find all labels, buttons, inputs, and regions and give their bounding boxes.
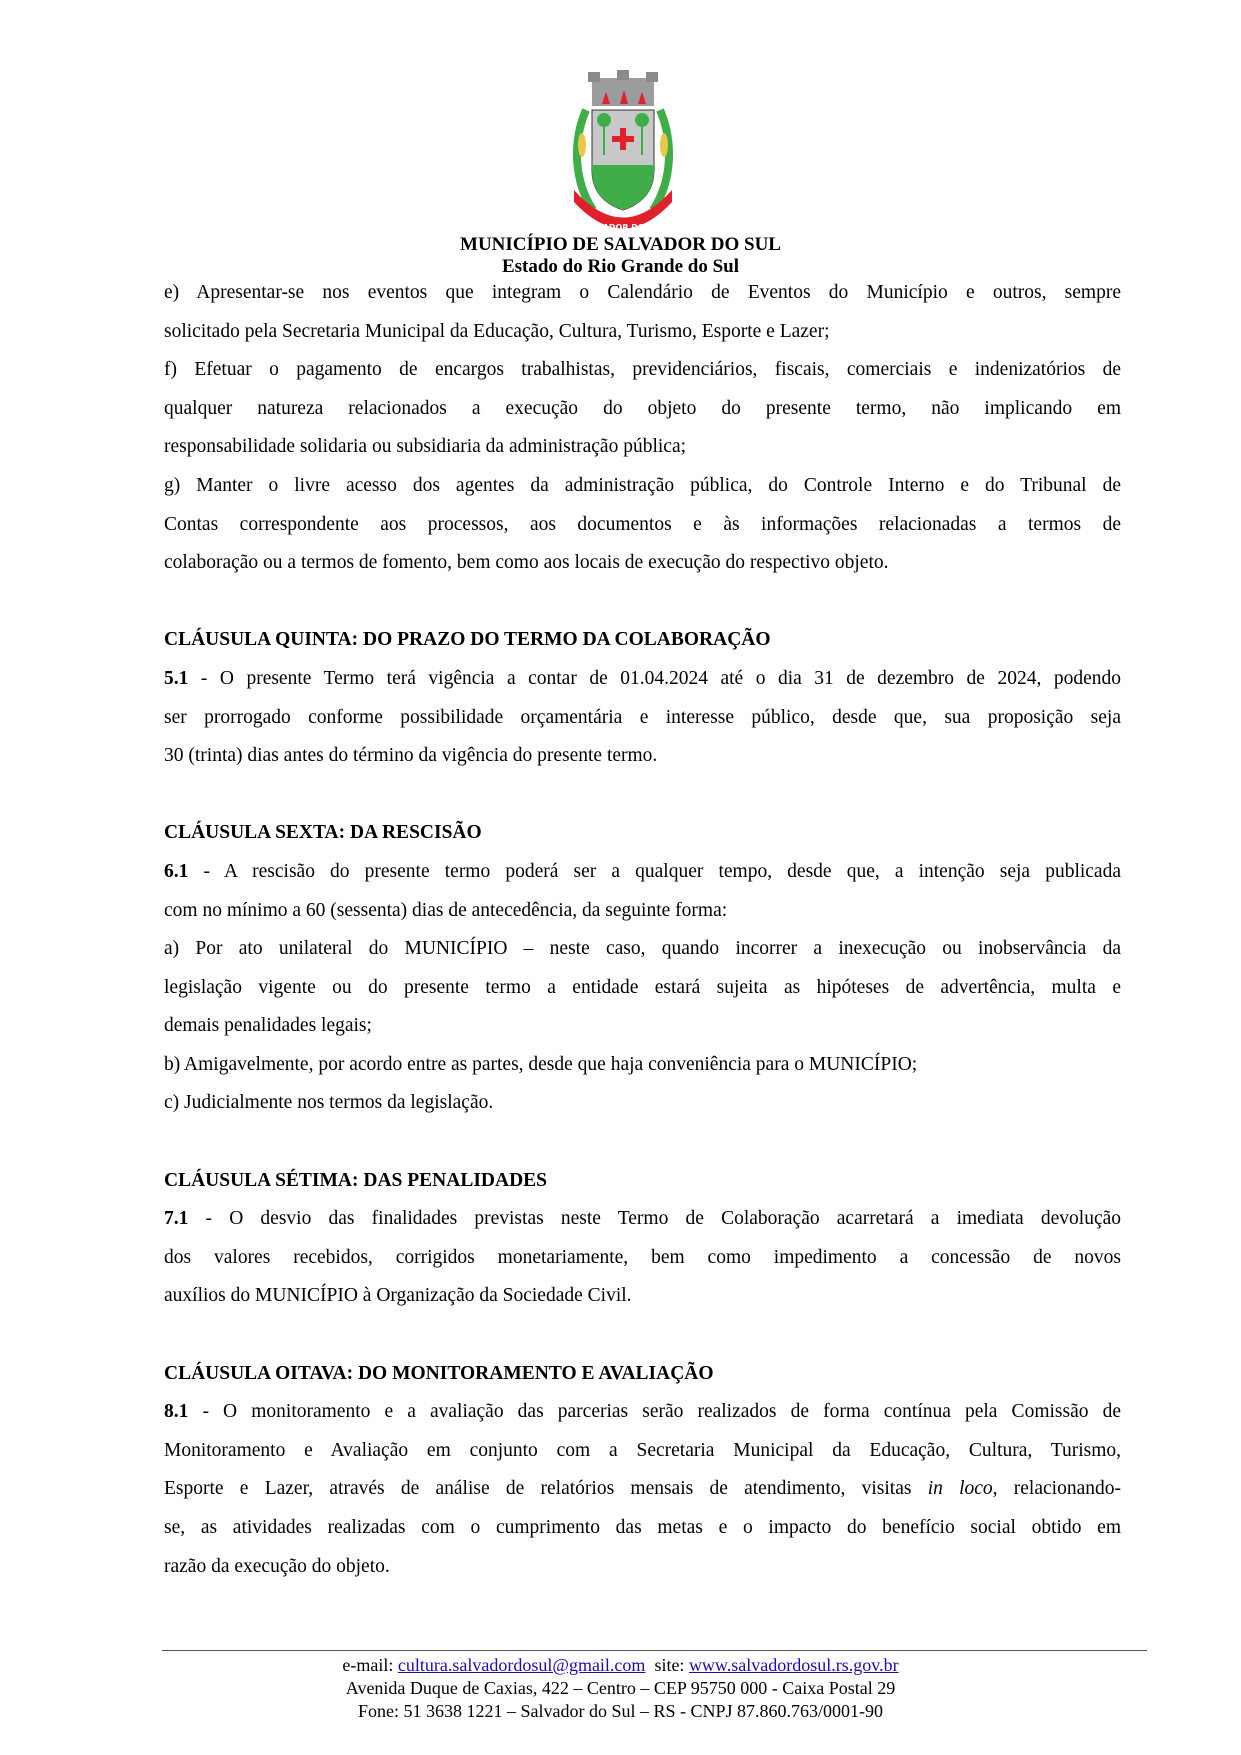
clause-5-heading: CLÁUSULA QUINTA: DO PRAZO DO TERMO DA COLABORAÇÃO (164, 629, 771, 651)
item-g-line-3: colaboração ou a termos de fomento, bem como aos locais de execução do respectivo objeto. (164, 552, 889, 574)
item-g-line-2: Contas correspondente aos processos, aos documentos e às informações relacionadas a termos de (164, 513, 1121, 535)
clause-5-number: 5.1 (164, 667, 189, 689)
clause-8-line-4: se, as atividades realizadas com o cumprimento das metas e o impacto do benefício social obtido em (164, 1517, 1121, 1538)
site-label: site: (645, 1655, 689, 1675)
svg-text:SALVADOR DO SUL: SALVADOR DO SUL (581, 223, 665, 232)
clause-5-text: - O presente Termo terá vigência a contar de 01.04.2024 até o dia 31 de dezembro de 2024, podendo (188, 667, 1121, 689)
municipal-coat-of-arms-icon (568, 70, 678, 240)
clause-6-line-3: a) Por ato unilateral do MUNICÍPIO – neste caso, quando incorrer a inexecução ou inobservância da (164, 938, 1121, 960)
footer-divider (162, 1650, 1147, 1651)
document-body (164, 274, 1121, 1586)
website-link[interactable]: www.salvadordosul.rs.gov.br (688, 1655, 899, 1675)
page-footer (0, 1654, 1241, 1723)
footer-phone-cnpj: Fone: 51 3638 1221 – Salvador do Sul – RS - CNPJ 87.860.763/0001-90 (357, 1701, 884, 1721)
clause-5-line-3: 30 (trinta) dias antes do término da vigência do presente termo. (164, 745, 658, 767)
clause-8-line-2: Monitoramento e Avaliação em conjunto com a Secretaria Municipal da Educação, Cultura, Turismo, (164, 1439, 1121, 1461)
item-e-line-2: solicitado pela Secretaria Municipal da Educação, Cultura, Turismo, Esporte e Lazer; (164, 320, 830, 342)
clause-5-line-1 (164, 660, 1121, 699)
clause-7-line-2: dos valores recebidos, corrigidos monetariamente, bem como impedimento a concessão de novos (164, 1246, 1121, 1268)
clause-8-number: 8.1 (164, 1401, 189, 1423)
email-link[interactable]: cultura.salvadordosul@gmail.com (397, 1655, 646, 1675)
clause-6-line-6: b) Amigavelmente, por acordo entre as partes, desde que haja conveniência para o MUNICÍPIO; (164, 1053, 918, 1075)
item-f-line-1: f) Efetuar o pagamento de encargos trabalhistas, previdenciários, fiscais, comerciais e indenizatórios de (164, 359, 1121, 381)
clause-7-text: - O desvio das finalidades previstas neste Termo de Colaboração acarretará a imediata devolução (188, 1208, 1121, 1230)
clause-6-line-2: com no mínimo a 60 (sessenta) dias de antecedência, da seguinte forma: (164, 899, 728, 921)
item-e-line-1: e) Apresentar-se nos eventos que integram o Calendário de Eventos do Município e outros, sempre (164, 282, 1121, 303)
clause-8-text: - O monitoramento e a avaliação das parcerias serão realizados de forma contínua pela Comissão de (188, 1401, 1121, 1423)
municipality-title: MUNICÍPIO DE SALVADOR DO SUL (460, 234, 781, 255)
clause-6-text: - A rescisão do presente termo poderá ser a qualquer tempo, desde que, a intenção seja publicada (188, 860, 1121, 882)
state-subtitle: Estado do Rio Grande do Sul (501, 256, 740, 277)
clause-7-line-1 (164, 1200, 1121, 1239)
clause-6-heading: CLÁUSULA SEXTA: DA RESCISÃO (164, 822, 482, 844)
clause-8-heading: CLÁUSULA OITAVA: DO MONITORAMENTO E AVALIAÇÃO (164, 1362, 714, 1384)
clause-7-line-3: auxílios do MUNICÍPIO à Organização da Sociedade Civil. (164, 1285, 632, 1307)
clause-6-number: 6.1 (164, 860, 189, 882)
clause-7-number: 7.1 (164, 1208, 189, 1230)
clause-8-line-3-text: Esporte e Lazer, através de análise de relatórios mensais de atendimento, visitas (164, 1478, 928, 1500)
in-loco-phrase: in loco (927, 1478, 993, 1500)
clause-7-heading: CLÁUSULA SÉTIMA: DAS PENALIDADES (164, 1169, 548, 1191)
email-label: e-mail: (342, 1655, 398, 1675)
clause-6-line-7: c) Judicialmente nos termos da legislação. (164, 1092, 494, 1114)
item-f-line-2: qualquer natureza relacionados a execução do objeto do presente termo, não implicando em (164, 397, 1121, 419)
clause-5-line-2: ser prorrogado conforme possibilidade orçamentária e interesse público, desde que, sua proposição seja (164, 706, 1121, 728)
clause-6-line-4: legislação vigente ou do presente termo a entidade estará sujeita as hipóteses de advertência, multa e (164, 976, 1121, 998)
clause-8-line-3-tail: , relacionando- (992, 1478, 1121, 1500)
clause-8-line-1 (164, 1393, 1121, 1432)
clause-6-line-5: demais penalidades legais; (164, 1015, 372, 1037)
item-f-line-3: responsabilidade solidaria ou subsidiaria da administração pública; (164, 436, 687, 458)
clause-6-line-1 (164, 853, 1121, 892)
footer-address: Avenida Duque de Caxias, 422 – Centro – CEP 95750 000 - Caixa Postal 29 (345, 1678, 896, 1698)
clause-8-line-3 (164, 1470, 1121, 1509)
item-g-line-1: g) Manter o livre acesso dos agentes da administração pública, do Controle Interno e do Tribunal de (164, 474, 1121, 496)
footer-contact-links (0, 1654, 1241, 1677)
clause-8-line-5: razão da execução do objeto. (164, 1555, 390, 1577)
